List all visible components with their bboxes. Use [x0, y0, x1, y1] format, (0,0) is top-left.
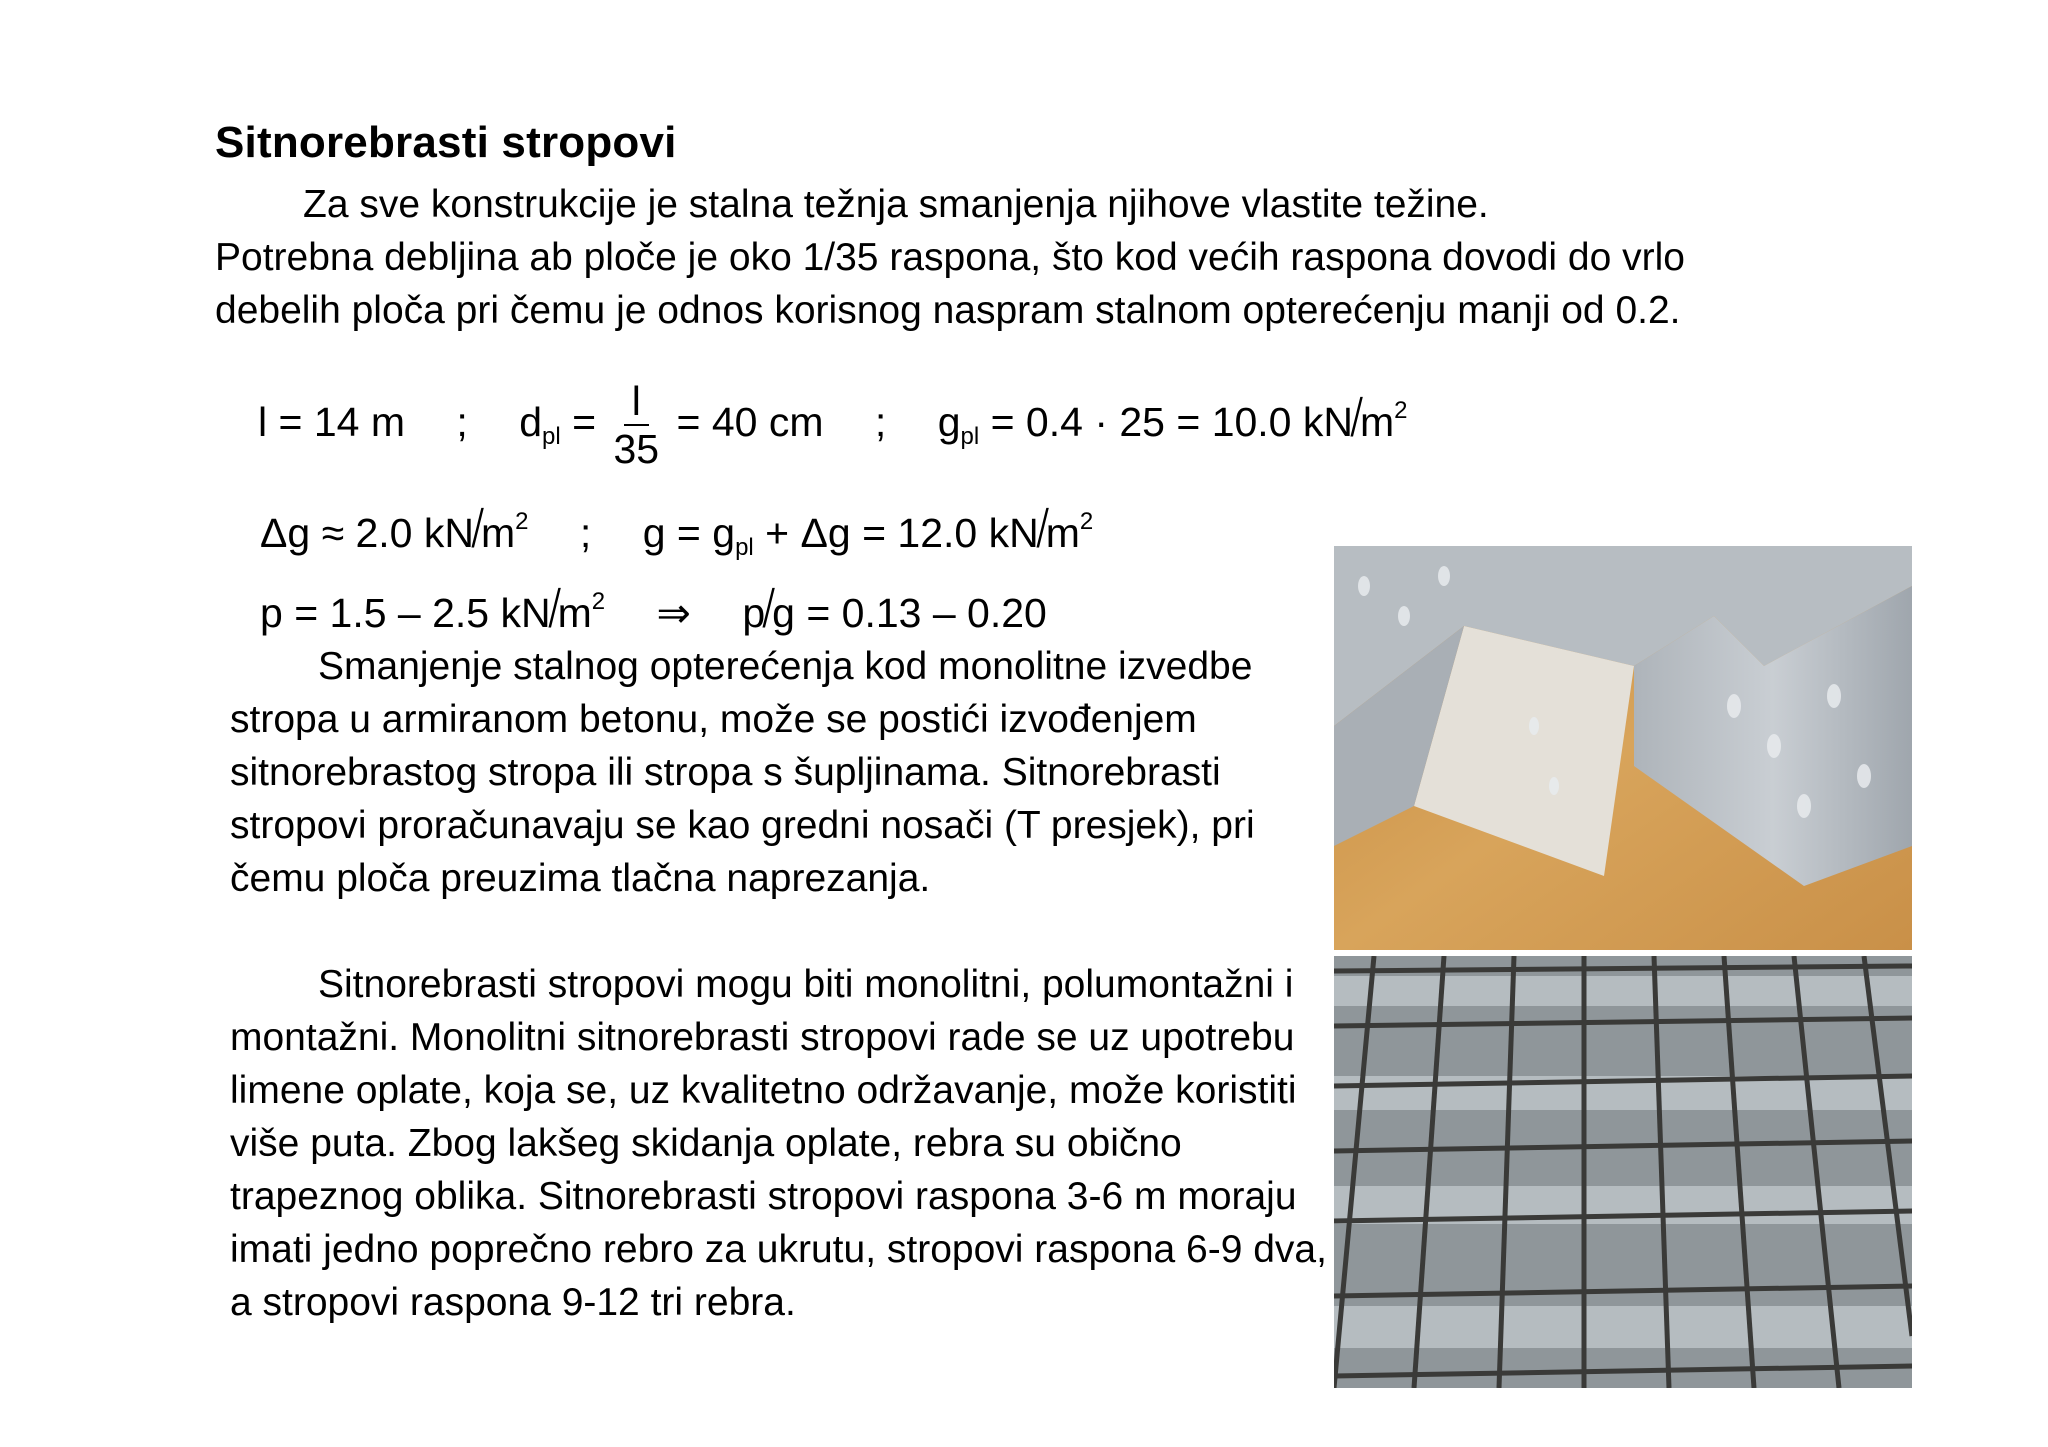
eq-g-result: = 0.4 · 25 = 10.0 kN — [990, 398, 1353, 445]
page-title: Sitnorebrasti stropovi — [215, 118, 677, 167]
eq-g: g — [937, 398, 961, 445]
intro-rest: Potrebna debljina ab ploče je oko 1/35 raspona, što kod većih raspona dovodi do vrlo debelih ploča pri čemu je odnos korisnog naspram stalnom opterećenju manji od 0.2. — [215, 236, 1685, 332]
eq-p: p = 1.5 – 2.5 kN — [260, 590, 551, 636]
eq-separator: ; — [579, 510, 592, 556]
eq-pg-p: p — [742, 590, 766, 636]
fraction-numerator: l — [624, 378, 649, 426]
reinforcement-illustration — [1334, 956, 1912, 1388]
eq-sup: 2 — [1394, 396, 1408, 424]
eq-pg-rest: g = 0.13 – 0.20 — [772, 590, 1047, 636]
formwork-photo — [1334, 546, 1912, 950]
eq-g-post: + Δg = 12.0 kN — [765, 510, 1039, 556]
equation-ratio — [260, 578, 1047, 640]
slash-glyph: / — [547, 579, 562, 639]
slash-glyph: / — [1035, 499, 1050, 559]
eq-g-sub: pl — [960, 422, 980, 450]
slash-glyph: / — [470, 499, 485, 559]
intro-paragraph — [215, 178, 1775, 337]
eq-separator: ; — [874, 398, 887, 445]
eq-unit-m: m — [480, 510, 516, 556]
implies-arrow: ⇒ — [656, 590, 691, 636]
eq-d-sub: pl — [542, 422, 561, 450]
fraction — [613, 378, 659, 472]
eq-equals: = — [572, 398, 597, 445]
eq-delta-g: Δg ≈ 2.0 kN — [260, 510, 474, 556]
paragraph-reduction-text: Smanjenje stalnog opterećenja kod monolitne izvedbe stropa u armiranom betonu, može se postići izvođenjem sitnorebrastog stropa ili stropa s šupljinama. Sitnorebrasti stropovi proračunavaju se kao gredni nosači (T presjek), pri čemu ploča preuzima tlačna naprezanja. — [230, 645, 1255, 900]
intro-line-1: Za sve konstrukcije je stalna težnja smanjenja njihove vlastite težine. — [303, 183, 1489, 226]
eq-separator: ; — [456, 398, 468, 445]
eq-sup: 2 — [1079, 508, 1094, 535]
eq-span-l: l = 14 m — [258, 398, 405, 445]
slash-glyph: / — [761, 579, 776, 639]
eq-d: d — [519, 398, 543, 445]
slash-glyph: / — [1349, 387, 1364, 448]
eq-g-sub: pl — [735, 534, 754, 561]
equation-load — [260, 498, 1093, 562]
eq-d-result: = 40 cm — [676, 398, 824, 445]
eq-g-pre: g = g — [642, 510, 736, 556]
eq-unit-m: m — [557, 590, 592, 636]
equation-span — [258, 378, 1408, 472]
paragraph-types — [230, 958, 1350, 1329]
paragraph-types-text: Sitnorebrasti stropovi mogu biti monolitni, polumontažni i montažni. Monolitni sitnorebrasti stropovi rade se uz upotrebu limene oplate, koja se, uz kvalitetno održavanje, može koristiti više puta. Zbog lakšeg skidanja oplate, rebra su obično trapeznog oblika. Sitnorebrasti stropovi raspona 3-6 m moraju imati jedno poprečno rebro za ukrutu, stropovi raspona 6-9 dva, a stropovi raspona 9-12 tri rebra. — [230, 963, 1327, 1324]
reinforcement-photo — [1334, 956, 1912, 1388]
eq-sup: 2 — [591, 588, 606, 615]
formwork-illustration — [1334, 546, 1912, 950]
fraction-denominator: 35 — [613, 426, 660, 472]
eq-sup: 2 — [515, 508, 529, 535]
eq-unit-m: m — [1045, 510, 1080, 556]
paragraph-reduction — [230, 640, 1330, 905]
eq-unit-m: m — [1360, 398, 1395, 445]
